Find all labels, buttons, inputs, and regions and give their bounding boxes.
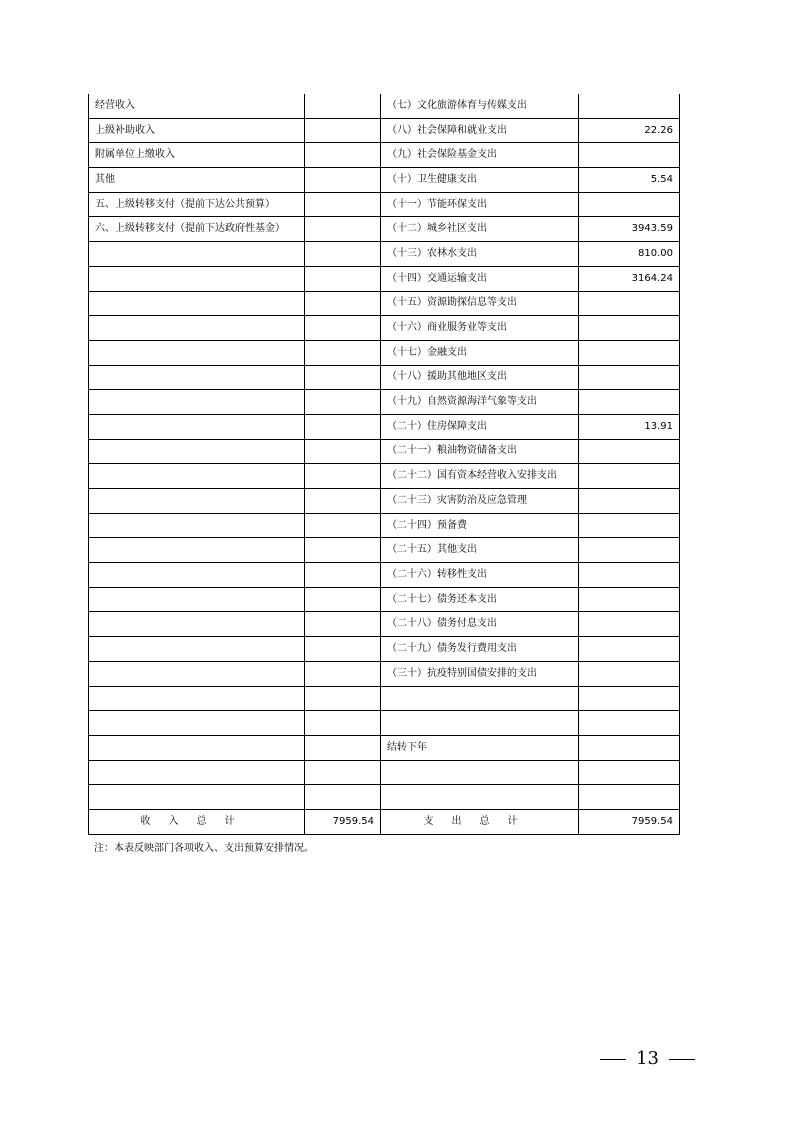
income-amount-cell xyxy=(305,686,381,711)
table-row xyxy=(89,365,680,390)
table-row xyxy=(89,217,680,242)
income-item-cell xyxy=(89,587,305,612)
expense-item-cell: （十八）援助其他地区支出 xyxy=(381,365,579,390)
table-row xyxy=(89,168,680,193)
expense-item-cell xyxy=(381,686,579,711)
expense-item-cell: （八）社会保障和就业支出 xyxy=(381,118,579,143)
table-row xyxy=(89,316,680,341)
table-row xyxy=(89,661,680,686)
table-row xyxy=(89,192,680,217)
expense-amount-cell xyxy=(579,365,680,390)
expense-item-cell: （十七）金融支出 xyxy=(381,340,579,365)
income-amount-cell xyxy=(305,143,381,168)
income-item-cell: 其他 xyxy=(89,168,305,193)
income-amount-cell xyxy=(305,439,381,464)
expense-amount-cell xyxy=(579,711,680,736)
income-item-cell xyxy=(89,365,305,390)
expense-amount-cell xyxy=(579,637,680,662)
expense-item-cell: （十四）交通运输支出 xyxy=(381,266,579,291)
income-amount-cell xyxy=(305,735,381,760)
table-row xyxy=(89,242,680,267)
income-item-cell xyxy=(89,414,305,439)
expense-amount-cell xyxy=(579,785,680,810)
income-item-cell xyxy=(89,637,305,662)
page-number-left-dash xyxy=(600,1059,626,1060)
income-amount-cell xyxy=(305,489,381,514)
expense-amount-cell xyxy=(579,439,680,464)
expense-item-cell: （二十六）转移性支出 xyxy=(381,563,579,588)
income-amount-cell xyxy=(305,661,381,686)
table-row xyxy=(89,390,680,415)
expense-amount-cell: 5.54 xyxy=(579,168,680,193)
income-amount-cell xyxy=(305,217,381,242)
expense-amount-cell xyxy=(579,513,680,538)
expense-amount-cell xyxy=(579,340,680,365)
income-amount-cell xyxy=(305,340,381,365)
expense-amount-cell xyxy=(579,291,680,316)
table-row xyxy=(89,735,680,760)
income-item-cell xyxy=(89,735,305,760)
income-amount-cell xyxy=(305,538,381,563)
expense-item-cell: （二十二）国有资本经营收入安排支出 xyxy=(381,464,579,489)
table-row xyxy=(89,637,680,662)
income-amount-cell xyxy=(305,563,381,588)
expense-amount-cell xyxy=(579,143,680,168)
expense-item-cell: （十六）商业服务业等支出 xyxy=(381,316,579,341)
expense-amount-cell: 22.26 xyxy=(579,118,680,143)
table-body xyxy=(89,94,680,834)
table-note: 注：本表反映部门各项收入、支出预算安排情况。 xyxy=(94,843,314,854)
income-item-cell xyxy=(89,266,305,291)
income-item-cell: 附属单位上缴收入 xyxy=(89,143,305,168)
expense-amount-cell xyxy=(579,538,680,563)
income-item-cell xyxy=(89,785,305,810)
expense-item-cell: （二十）住房保障支出 xyxy=(381,414,579,439)
income-amount-cell xyxy=(305,587,381,612)
expense-item-cell: （十一）节能环保支出 xyxy=(381,192,579,217)
expense-item-cell: （二十九）债务发行费用支出 xyxy=(381,637,579,662)
expense-amount-cell: 13.91 xyxy=(579,414,680,439)
expense-item-cell: （十）卫生健康支出 xyxy=(381,168,579,193)
expense-item-cell: （七）文化旅游体育与传媒支出 xyxy=(381,94,579,118)
table-row xyxy=(89,513,680,538)
income-item-cell xyxy=(89,538,305,563)
expense-item-cell: （二十四）预备费 xyxy=(381,513,579,538)
page-number xyxy=(0,1048,793,1069)
expense-amount-cell xyxy=(579,612,680,637)
expense-amount-cell xyxy=(579,735,680,760)
table-row xyxy=(89,266,680,291)
table-row xyxy=(89,291,680,316)
table-row xyxy=(89,711,680,736)
expense-amount-cell xyxy=(579,464,680,489)
expense-item-cell: （二十八）债务付息支出 xyxy=(381,612,579,637)
table-row xyxy=(89,464,680,489)
income-amount-cell xyxy=(305,612,381,637)
income-item-cell xyxy=(89,390,305,415)
income-amount-cell xyxy=(305,242,381,267)
income-amount-cell xyxy=(305,464,381,489)
totals-row xyxy=(89,809,680,834)
income-item-cell xyxy=(89,661,305,686)
expense-item-cell: （十三）农林水支出 xyxy=(381,242,579,267)
table-row xyxy=(89,94,680,118)
expense-amount-cell xyxy=(579,661,680,686)
income-amount-cell xyxy=(305,785,381,810)
expense-amount-cell xyxy=(579,760,680,785)
income-amount-cell xyxy=(305,365,381,390)
expense-item-cell: （二十三）灾害防治及应急管理 xyxy=(381,489,579,514)
table-row xyxy=(89,340,680,365)
income-amount-cell xyxy=(305,291,381,316)
income-amount-cell xyxy=(305,94,381,118)
expense-amount-cell xyxy=(579,489,680,514)
income-amount-cell xyxy=(305,118,381,143)
expense-item-cell xyxy=(381,760,579,785)
expense-total-label: 支出总计 xyxy=(381,809,579,834)
income-item-cell xyxy=(89,340,305,365)
income-item-cell xyxy=(89,242,305,267)
expense-item-cell: （九）社会保险基金支出 xyxy=(381,143,579,168)
expense-amount-cell xyxy=(579,94,680,118)
income-item-cell xyxy=(89,612,305,637)
income-amount-cell xyxy=(305,711,381,736)
income-amount-cell xyxy=(305,168,381,193)
expense-item-cell: （三十）抗疫特别国债安排的支出 xyxy=(381,661,579,686)
expense-item-cell: （二十七）债务还本支出 xyxy=(381,587,579,612)
income-item-cell xyxy=(89,711,305,736)
budget-table xyxy=(88,94,680,835)
income-amount-cell xyxy=(305,637,381,662)
table-row xyxy=(89,118,680,143)
income-total-label: 收入总计 xyxy=(89,809,305,834)
income-item-cell: 上级补助收入 xyxy=(89,118,305,143)
expense-amount-cell xyxy=(579,390,680,415)
page-number-value: 13 xyxy=(636,1048,659,1069)
expense-amount-cell: 3164.24 xyxy=(579,266,680,291)
income-item-cell: 五、上级转移支付（提前下达公共预算） xyxy=(89,192,305,217)
expense-amount-cell: 3943.59 xyxy=(579,217,680,242)
expense-amount-cell xyxy=(579,192,680,217)
income-item-cell xyxy=(89,291,305,316)
income-item-cell xyxy=(89,464,305,489)
table-row xyxy=(89,538,680,563)
table-row xyxy=(89,439,680,464)
table-row xyxy=(89,489,680,514)
income-amount-cell xyxy=(305,316,381,341)
expense-item-cell: （十五）资源勘探信息等支出 xyxy=(381,291,579,316)
income-amount-cell xyxy=(305,414,381,439)
income-amount-cell xyxy=(305,192,381,217)
table-row xyxy=(89,785,680,810)
expense-item-cell: （十二）城乡社区支出 xyxy=(381,217,579,242)
table-row xyxy=(89,587,680,612)
table-row xyxy=(89,414,680,439)
table-row xyxy=(89,143,680,168)
income-item-cell xyxy=(89,563,305,588)
income-item-cell xyxy=(89,489,305,514)
expense-item-cell: 结转下年 xyxy=(381,735,579,760)
income-amount-cell xyxy=(305,390,381,415)
table-row xyxy=(89,760,680,785)
expense-amount-cell xyxy=(579,587,680,612)
table-row xyxy=(89,612,680,637)
expense-total-value: 7959.54 xyxy=(579,809,680,834)
table-row xyxy=(89,563,680,588)
income-item-cell: 经营收入 xyxy=(89,94,305,118)
income-item-cell xyxy=(89,760,305,785)
income-item-cell xyxy=(89,439,305,464)
expense-amount-cell xyxy=(579,563,680,588)
income-amount-cell xyxy=(305,266,381,291)
income-amount-cell xyxy=(305,513,381,538)
table-row xyxy=(89,686,680,711)
expense-amount-cell: 810.00 xyxy=(579,242,680,267)
expense-item-cell xyxy=(381,785,579,810)
expense-item-cell: （二十五）其他支出 xyxy=(381,538,579,563)
income-item-cell xyxy=(89,316,305,341)
income-total-value: 7959.54 xyxy=(305,809,381,834)
expense-item-cell xyxy=(381,711,579,736)
income-item-cell xyxy=(89,513,305,538)
income-item-cell xyxy=(89,686,305,711)
page-number-right-dash xyxy=(669,1059,695,1060)
expense-item-cell: （十九）自然资源海洋气象等支出 xyxy=(381,390,579,415)
expense-amount-cell xyxy=(579,686,680,711)
expense-amount-cell xyxy=(579,316,680,341)
income-item-cell: 六、上级转移支付（提前下达政府性基金） xyxy=(89,217,305,242)
expense-item-cell: （二十一）粮油物资储备支出 xyxy=(381,439,579,464)
income-amount-cell xyxy=(305,760,381,785)
